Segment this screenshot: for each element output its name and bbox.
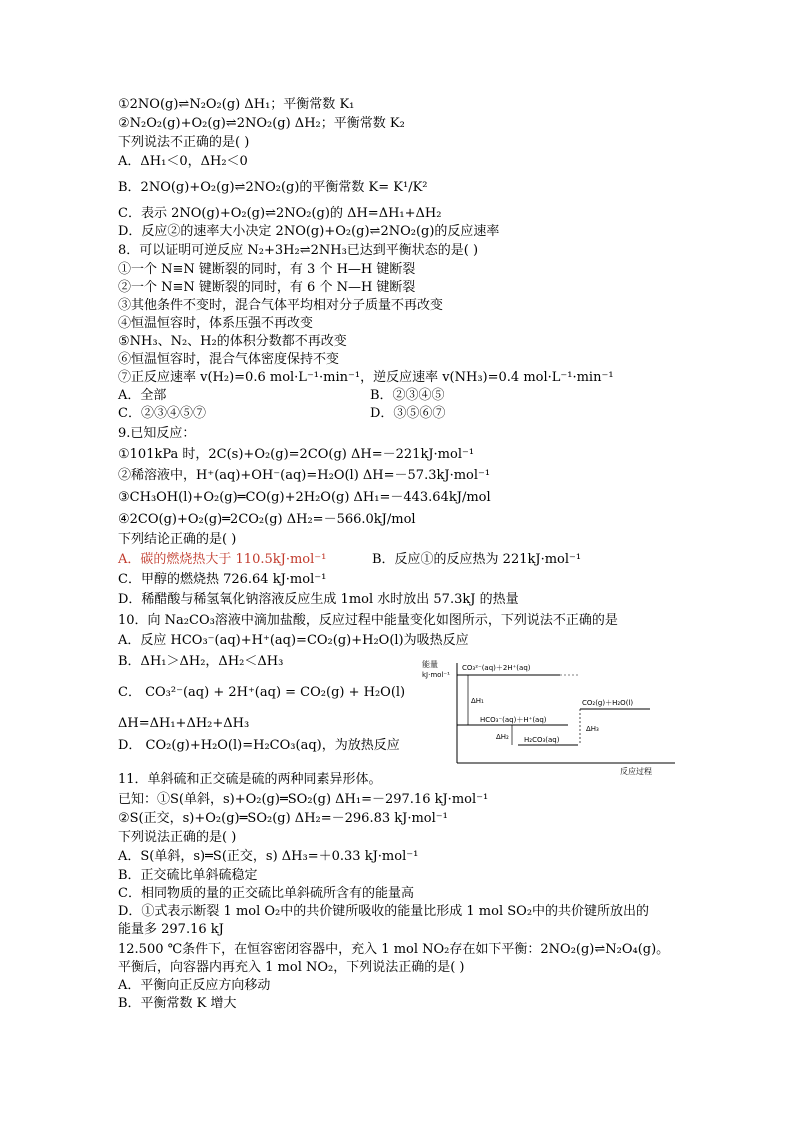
energy-diagram [420, 655, 680, 775]
q9-option-b: B．反应①的反应热为 221kJ·mol⁻¹ [372, 552, 582, 567]
q8-option-b: B．②③④⑤ [370, 388, 445, 403]
q10-option-c-cont: ΔH=ΔH₁+ΔH₂+ΔH₃ [118, 716, 250, 731]
q10-stem: 10．向 Na₂CO₃溶液中滴加盐酸，反应过程中能量变化如图所示，下列说法不正确的是 [118, 613, 618, 628]
q7-eq2: ②N₂O₂(g)+O₂(g)⇌2NO₂(g) ΔH₂；平衡常数 K₂ [118, 116, 405, 131]
q8-item-5: ⑤NH₃、N₂、H₂的体积分数都不再改变 [118, 334, 347, 349]
q8-stem: 8．可以证明可逆反应 N₂+3H₂⇌2NH₃已达到平衡状态的是( ) [118, 243, 479, 258]
q7-option-b: B．2NO(g)+O₂(g)⇌2NO₂(g)的平衡常数 K= K¹/K² [118, 180, 428, 195]
q7-option-d: D．反应②的速率大小决定 2NO(g)+O₂(g)⇌2NO₂(g)的反应速率 [118, 224, 500, 239]
q12-stem-cont: 平衡后，向容器内再充入 1 mol NO₂，下列说法正确的是( ) [118, 960, 465, 975]
q8-item-7: ⑦正反应速率 v(H₂)=0.6 mol·L⁻¹·min⁻¹，逆反应速率 v(NH₃)=0.4 mol·L⁻¹·min⁻¹ [118, 370, 614, 385]
q11-prompt: 下列说法正确的是( ) [118, 830, 237, 845]
q10-option-a: A．反应 HCO₃⁻(aq)+H⁺(aq)=CO₂(g)+H₂O(l)为吸热反应 [118, 633, 469, 648]
level-mid-label: HCO₃⁻(aq)＋H⁺(aq) [480, 716, 547, 724]
q8-option-d: D．③⑤⑥⑦ [370, 406, 446, 421]
q8-item-4: ④恒温恒容时，体系压强不再改变 [118, 316, 314, 331]
q8-item-3: ③其他条件不变时，混合气体平均相对分子质量不再改变 [118, 298, 444, 313]
q8-item-1: ①一个 N≡N 键断裂的同时，有 3 个 H—H 键断裂 [118, 262, 416, 277]
q7-option-c: C．表示 2NO(g)+O₂(g)⇌2NO₂(g)的 ΔH=ΔH₁+ΔH₂ [118, 206, 442, 221]
q9-reaction-2: ②稀溶液中，H⁺(aq)+OH⁻(aq)=H₂O(l) ΔH=－57.3kJ·mol⁻¹ [118, 468, 491, 483]
dh2-label: ΔH₂ [496, 733, 509, 741]
q11-option-d: D．①式表示断裂 1 mol O₂中的共价键所吸收的能量比形成 1 mol SO₂中的共价键所放出的 [118, 904, 650, 919]
q7-prompt: 下列说法不正确的是( ) [118, 135, 250, 150]
q9-option-c: C．甲醇的燃烧热 726.64 kJ·mol⁻¹ [118, 572, 327, 587]
q12-stem: 12.500 ℃条件下，在恒容密闭容器中，充入 1 mol NO₂存在如下平衡：2NO₂(g)⇌N₂O₄(g)。 [118, 942, 670, 957]
q8-item-2: ②一个 N≡N 键断裂的同时，有 6 个 N—H 键断裂 [118, 280, 416, 295]
q9-reaction-4: ④2CO(g)+O₂(g)═2CO₂(g) ΔH₂=－566.0kJ/mol [118, 512, 416, 527]
q11-option-b: B．正交硫比单斜硫稳定 [118, 868, 258, 883]
q10-option-c: C． CO₃²⁻(aq) + 2H⁺(aq) = CO₂(g) + H₂O(l) [118, 685, 406, 700]
q9-option-a: A．碳的燃烧热大于 110.5kJ·mol⁻¹ [118, 552, 327, 567]
dh1-label: ΔH₁ [471, 697, 484, 705]
q10-option-d: D． CO₂(g)+H₂O(l)=H₂CO₃(aq)，为放热反应 [118, 738, 400, 753]
q10-option-b: B．ΔH₁＞ΔH₂，ΔH₂＜ΔH₃ [118, 654, 284, 669]
energy-ylabel-2: kJ·mol⁻¹ [422, 671, 450, 679]
q11-given-2: ②S(正交，s)+O₂(g)═SO₂(g) ΔH₂=－296.83 kJ·mol⁻¹ [118, 811, 448, 826]
q9-stem: 9.已知反应： [118, 426, 196, 441]
q8-item-6: ⑥恒温恒容时，混合气体密度保持不变 [118, 352, 340, 367]
q9-prompt: 下列结论正确的是( ) [118, 532, 237, 547]
q12-option-a: A．平衡向正反应方向移动 [118, 978, 271, 993]
energy-ylabel-1: 能量 [422, 660, 438, 669]
q11-option-c: C．相同物质的量的正交硫比单斜硫所含有的能量高 [118, 886, 414, 901]
q11-stem: 11．单斜硫和正交硫是硫的两种同素异形体。 [118, 772, 382, 787]
level-top-label: CO₃²⁻(aq)＋2H⁺(aq) [462, 664, 531, 672]
q7-option-a: A．ΔH₁＜0，ΔH₂＜0 [118, 154, 248, 169]
q12-option-b: B．平衡常数 K 增大 [118, 996, 237, 1011]
q8-option-a: A．全部 [118, 388, 167, 403]
q7-eq1: ①2NO(g)⇌N₂O₂(g) ΔH₁；平衡常数 K₁ [118, 97, 355, 112]
level-low-label: H₂CO₃(aq) [524, 736, 560, 744]
q11-option-d-cont: 能量多 297.16 kJ [118, 922, 224, 937]
q11-given-1: 已知：①S(单斜，s)+O₂(g)═SO₂(g) ΔH₁=－297.16 kJ·mol⁻¹ [118, 792, 489, 807]
energy-xlabel: 反应过程 [620, 767, 652, 775]
q9-reaction-1: ①101kPa 时，2C(s)+O₂(g)=2CO(g) ΔH=－221kJ·mol⁻¹ [118, 447, 475, 462]
q9-reaction-3: ③CH₃OH(l)+O₂(g)═CO(g)+2H₂O(g) ΔH₁=－443.64kJ/mol [118, 490, 491, 505]
dh3-label: ΔH₃ [586, 725, 599, 733]
q8-option-c: C．②③④⑤⑦ [118, 406, 206, 421]
level-right-label: CO₂(g)＋H₂O(l) [582, 699, 634, 707]
q11-option-a: A．S(单斜，s)═S(正交，s) ΔH₃=＋0.33 kJ·mol⁻¹ [118, 849, 419, 864]
q9-option-d: D．稀醋酸与稀氢氧化钠溶液反应生成 1mol 水时放出 57.3kJ 的热量 [118, 592, 519, 607]
